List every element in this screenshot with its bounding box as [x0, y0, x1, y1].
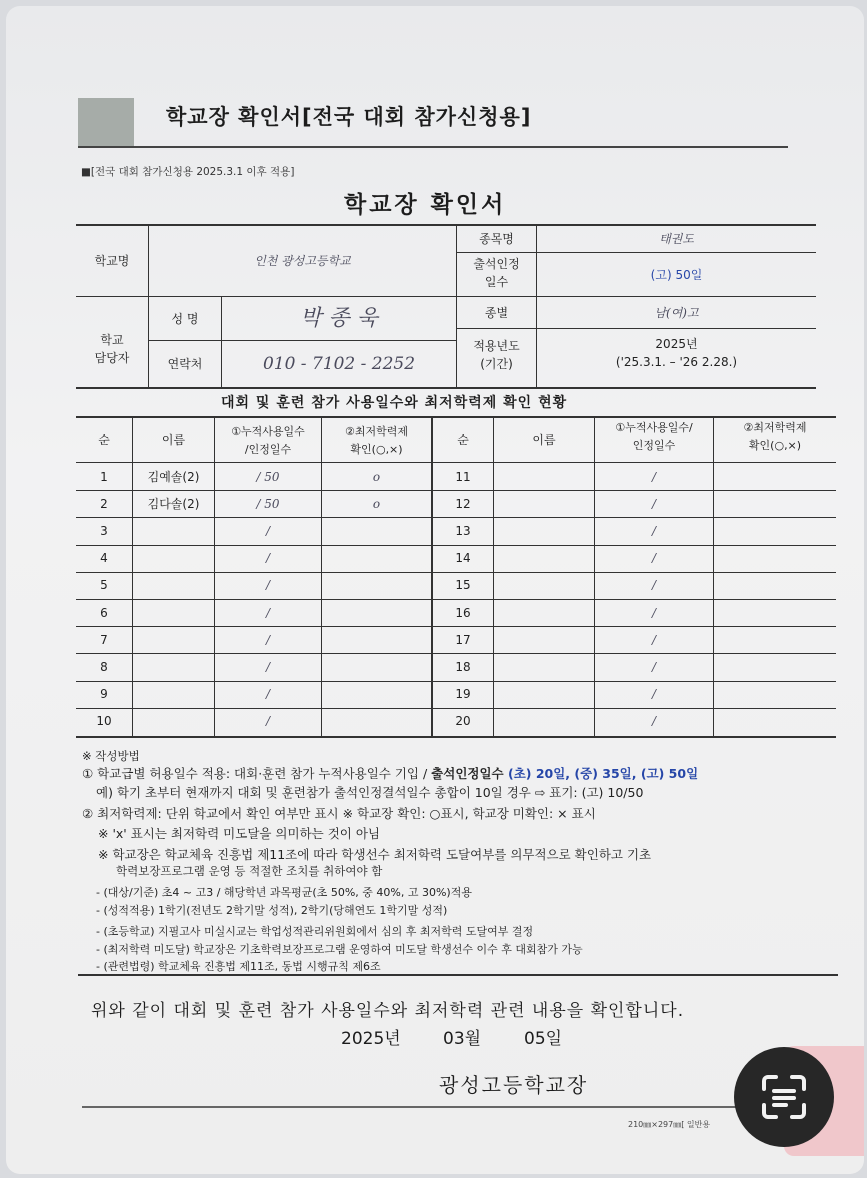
row-days: / [265, 659, 271, 674]
attend-label-1: 출석인정 [473, 257, 520, 271]
row-days-right: / [651, 632, 657, 647]
row-days-right: / [651, 469, 657, 484]
instruction-1-text: ① 학교급별 허용일수 적용: 대회·훈련 참가 누적사용일수 기입 / [82, 766, 432, 781]
instruction-4: ※ 'x' 표시는 최저학력 미도달을 의미하는 것이 아님 [98, 826, 380, 841]
instruction-5: ※ 학교장은 학교체육 진흥법 제11조에 따라 학생선수 최저학력 도달여부를 의무적으로 확인하고 기초 [98, 847, 652, 862]
row-name [133, 517, 214, 544]
row-days: / [265, 578, 271, 593]
row-days: / [265, 551, 271, 566]
row-min-check [322, 653, 431, 680]
table-subheading: 대회 및 훈련 참가 사용일수와 최저학력제 확인 현황 [221, 395, 568, 411]
row-name: 김예솔(2) [147, 469, 200, 484]
row-days: / [265, 714, 271, 729]
name-label: 성 명 [171, 311, 199, 326]
gender-label: 종별 [484, 305, 509, 320]
instruction-10: - (최저학력 미도달) 학교장은 기초학력보장프로그램 운영하여 미도달 학생선수 이수 후 대회참가 가능 [96, 943, 583, 956]
header-min-right-1: ②최저학력제 [743, 421, 807, 434]
row-number: 1 [100, 469, 108, 484]
header-days-right-2: 인정일수 [632, 439, 676, 452]
row-number-right: 20 [455, 714, 471, 729]
row-name: 김다솔(2) [147, 496, 200, 511]
header-name-right: 이름 [532, 433, 556, 447]
header-no-right: 순 [457, 433, 469, 447]
row-number-right: 15 [455, 578, 471, 593]
instruction-8: - (성적적용) 1학기(전년도 2학기말 성적), 2학기(당해연도 1학기말 성적) [96, 904, 448, 917]
name-value: 박 종 욱 [300, 305, 378, 331]
footer-line [82, 1106, 782, 1108]
applicability-note: ■[전국 대회 참가신청용 2025.3.1 이후 적용] [81, 166, 295, 178]
row-days-right: / [651, 496, 657, 511]
row-days-right: / [651, 714, 657, 729]
instruction-11: - (관련법령) 학교체육 진흥법 제11조, 동법 시행규칙 제6조 [96, 960, 381, 973]
row-min-check [322, 572, 431, 599]
band-title: 학교장 확인서[전국 대회 참가신청용] [166, 105, 532, 129]
text-scan-button[interactable] [734, 1047, 834, 1147]
text-scan-icon [756, 1069, 812, 1125]
header-min-right-2: 확인(○,×) [748, 439, 802, 452]
row-number: 4 [100, 551, 108, 566]
row-number: 6 [100, 605, 108, 620]
row-name [133, 572, 214, 599]
row-min-check [322, 517, 431, 544]
header-min-1: ②최저학력제 [345, 425, 408, 438]
table-vline-7 [713, 416, 714, 736]
row-min-check: o [372, 469, 381, 484]
instructions-divider [78, 974, 838, 976]
row-number: 9 [100, 687, 108, 702]
year-value-2: ('25.3.1. – '26 2.28.) [615, 355, 738, 369]
year-label-2: (기간) [480, 357, 513, 371]
row-number: 2 [100, 496, 108, 511]
row-days: / [265, 605, 271, 620]
attend-label-2: 일수 [484, 275, 509, 289]
instruction-1-bold: 출석인정일수 [431, 766, 508, 781]
staff-label-2: 담당자 [94, 351, 130, 365]
row-days: / [265, 687, 271, 702]
instruction-1-days: (초) 20일, (중) 35일, (고) 50일 [507, 766, 699, 781]
date-month: 03월 [443, 1029, 482, 1049]
header-days-1: ①누적사용일수 [231, 425, 305, 438]
instruction-9: - (초등학교) 지필고사 미실시교는 학업성적관리위원회에서 심의 후 최저학력 도달여부 결정 [96, 925, 534, 938]
row-name [133, 653, 214, 680]
row-min-check [322, 545, 431, 572]
header-no: 순 [98, 433, 110, 447]
contact-value: 010 - 7102 - 2252 [262, 354, 416, 374]
info-bottom-line [76, 387, 816, 389]
instruction-3: ② 최저학력제: 단위 학교에서 확인 여부만 표시 ※ 학교장 확인: ○표시, 학교장 미확인: × 표시 [82, 806, 596, 821]
row-number: 3 [100, 523, 108, 538]
header-days-right-1: ①누적사용일수/ [615, 421, 693, 434]
row-days: / [265, 523, 271, 538]
row-min-check [322, 626, 431, 653]
attend-value: (고) 50일 [650, 267, 703, 282]
event-label: 종목명 [479, 232, 514, 246]
gender-value: 남(여)고 [654, 305, 699, 320]
row-days-right: / [651, 551, 657, 566]
row-days: / 50 [256, 496, 280, 511]
row-name [133, 599, 214, 626]
date-year: 2025년 [341, 1029, 401, 1049]
row-min-check: o [372, 496, 381, 511]
row-days-right: / [651, 659, 657, 674]
school-value: 인천 광성고등학교 [254, 254, 351, 268]
row-number-right: 14 [455, 551, 471, 566]
closing-statement: 위와 같이 대회 및 훈련 참가 사용일수와 최저학력 관련 내용을 확인합니다. [91, 1001, 685, 1021]
header-days-2: /인정일수 [244, 443, 292, 456]
row-days-right: / [651, 605, 657, 620]
row-days-right: / [651, 687, 657, 702]
date-day: 05일 [524, 1029, 563, 1049]
row-name [133, 545, 214, 572]
staff-label-1: 학교 [100, 333, 124, 347]
school-label: 학교명 [94, 254, 130, 268]
row-number-right: 13 [455, 523, 471, 538]
row-days: / 50 [256, 469, 280, 484]
row-name [133, 708, 214, 735]
row-days-right: / [651, 578, 657, 593]
row-number-right: 18 [455, 659, 471, 674]
document-page [6, 6, 864, 1174]
info-gender-line [456, 328, 816, 329]
principal-signature: 광성고등학교장 [439, 1073, 589, 1097]
row-name [133, 681, 214, 708]
row-number: 8 [100, 659, 108, 674]
row-number-right: 19 [455, 687, 471, 702]
year-value-1: 2025년 [655, 337, 698, 351]
row-min-check [322, 681, 431, 708]
row-name [133, 626, 214, 653]
instruction-7: - (대상/기준) 초4 ~ 고3 / 해당학년 과목평균(초 50%, 중 40%, 고 30%)적용 [96, 886, 472, 899]
instructions-heading: ※ 작성방법 [82, 749, 140, 763]
document-title: 학교장 확인서 [344, 192, 507, 218]
row-number-right: 17 [455, 632, 471, 647]
contact-label: 연락처 [167, 357, 203, 371]
row-number: 7 [100, 632, 108, 647]
header-name: 이름 [161, 433, 186, 447]
instruction-2: 예) 학기 초부터 현재까지 대회 및 훈련참가 출석인정결석일수 총합이 10일 경우 ⇨ 표기: (고) 10/50 [96, 785, 644, 800]
paper-size-note: 210㎜×297㎜[ 일반용 [628, 1120, 711, 1129]
instruction-6: 학력보장프로그램 운영 등 적절한 조치를 취하여야 함 [116, 864, 383, 878]
band-divider [78, 146, 788, 148]
row-number-right: 16 [455, 605, 471, 620]
row-min-check [322, 708, 431, 735]
row-number-right: 12 [455, 496, 471, 511]
row-days-right: / [651, 523, 657, 538]
year-label-1: 적용년도 [473, 339, 520, 353]
instruction-1 [82, 764, 698, 782]
header-gray-box [78, 98, 134, 146]
row-number: 5 [100, 578, 108, 593]
row-number: 10 [96, 714, 112, 729]
row-number-right: 11 [455, 469, 471, 484]
table-vline-5 [493, 416, 494, 736]
row-min-check [322, 599, 431, 626]
row-days: / [265, 632, 271, 647]
table-bottom-line [76, 736, 836, 738]
event-value: 태권도 [659, 232, 694, 246]
header-min-2: 확인(○,×) [350, 443, 403, 456]
